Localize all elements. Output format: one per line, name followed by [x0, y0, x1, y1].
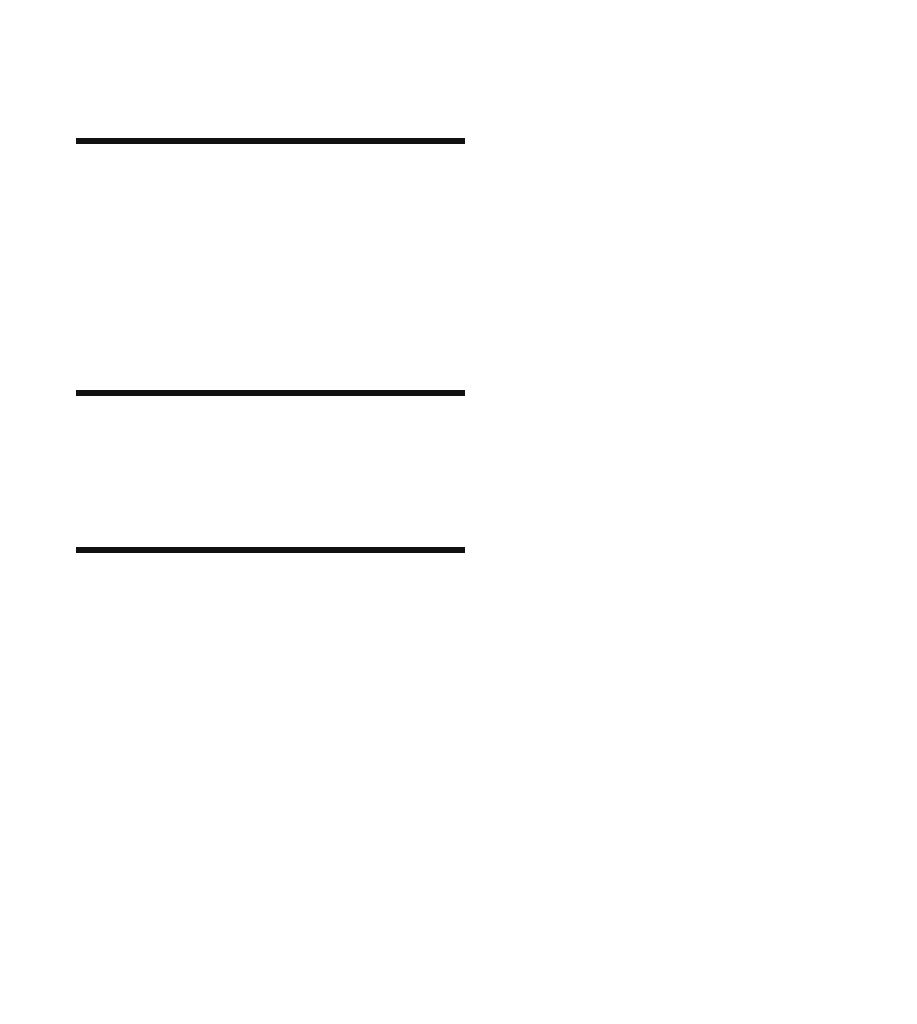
car2-table-main: [76, 390, 465, 396]
car2-table-sub: [76, 547, 465, 553]
car1-table: [76, 138, 465, 144]
